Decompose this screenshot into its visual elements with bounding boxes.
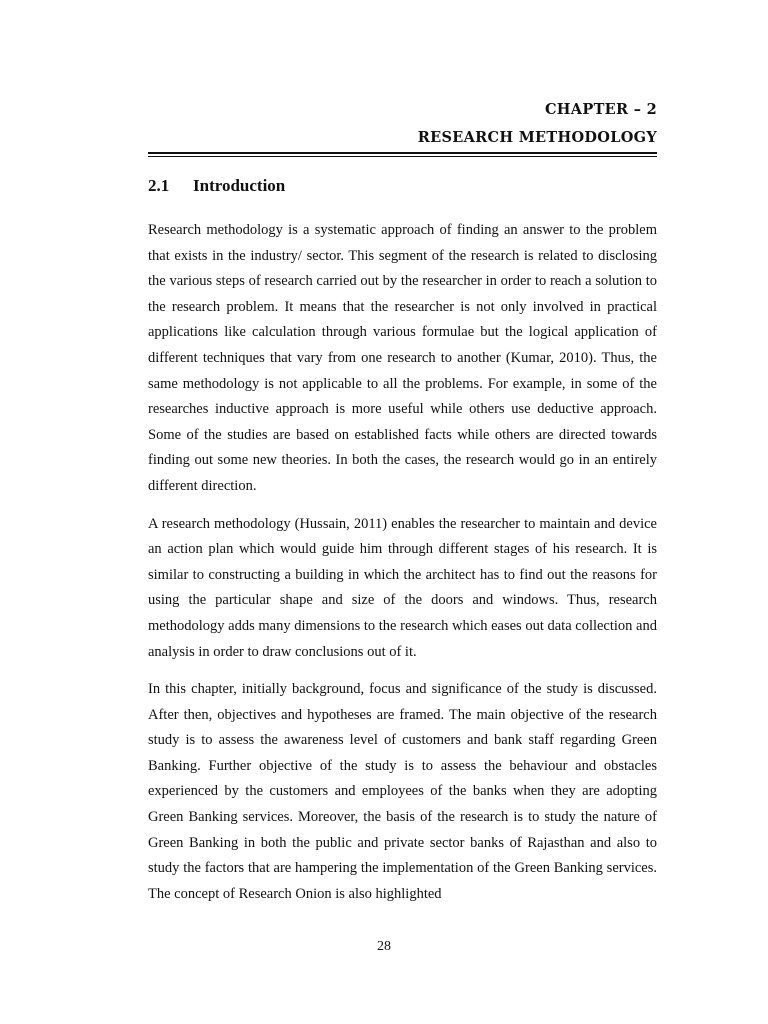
paragraph-2: A research methodology (Hussain, 2011) enables the researcher to maintain and device an action plan which would guide him through different stages of his research. It is similar to constructing a building in which the architect has to find out the reasons for using the particular shape and size of the doors and windows. Thus, research methodology adds many dimensions to the research which eases out data collection and analysis in order to draw conclusions out of it. — [148, 515, 657, 660]
section-title: Introduction — [193, 176, 286, 195]
header-divider-thick — [148, 152, 657, 154]
paragraph-1: Research methodology is a systematic approach of finding an answer to the problem that exists in the industry/ sector. This segment of the research is related to disclosing the various steps of research carried out by the researcher in order to reach a solution to the research problem. It means that the researcher is not only involved in practical applications like calculation through various formulae but the logical application of different techniques that vary from one research to another (Kumar, 2010). Thus, the same methodology is not applicable to all the problems. For example, in some of the researches inductive approach is more useful while others use deductive approach. Some of the studies are based on established facts while others are directed towards finding out some new theories. In both the cases, the research would go in an entirely different direction. — [148, 222, 657, 494]
section-number: 2.1 — [148, 176, 170, 195]
paragraph-3: In this chapter, initially background, focus and significance of the study is discussed. After then, objectives and hypotheses are framed. The main objective of the research study is to assess the awareness level of customers and bank staff regarding Green Banking. Further objective of the study is to assess the behaviour and obstacles experienced by the customers and employees of the banks when they are adopting Green Banking services. Moreover, the basis of the research is to study the nature of Green Banking in both the public and private sector banks of Rajasthan and also to study the factors that are hampering the implementation of the Green Banking services. The concept of Research Onion is also highlighted — [148, 681, 657, 902]
page-number: 28 — [377, 939, 391, 954]
chapter-label: CHAPTER – 2 — [544, 101, 657, 118]
body-text — [148, 218, 657, 919]
header-divider-thin — [148, 156, 657, 157]
chapter-header — [148, 96, 657, 152]
section-heading — [148, 176, 285, 196]
chapter-title: RESEARCH METHODOLOGY — [417, 129, 657, 146]
